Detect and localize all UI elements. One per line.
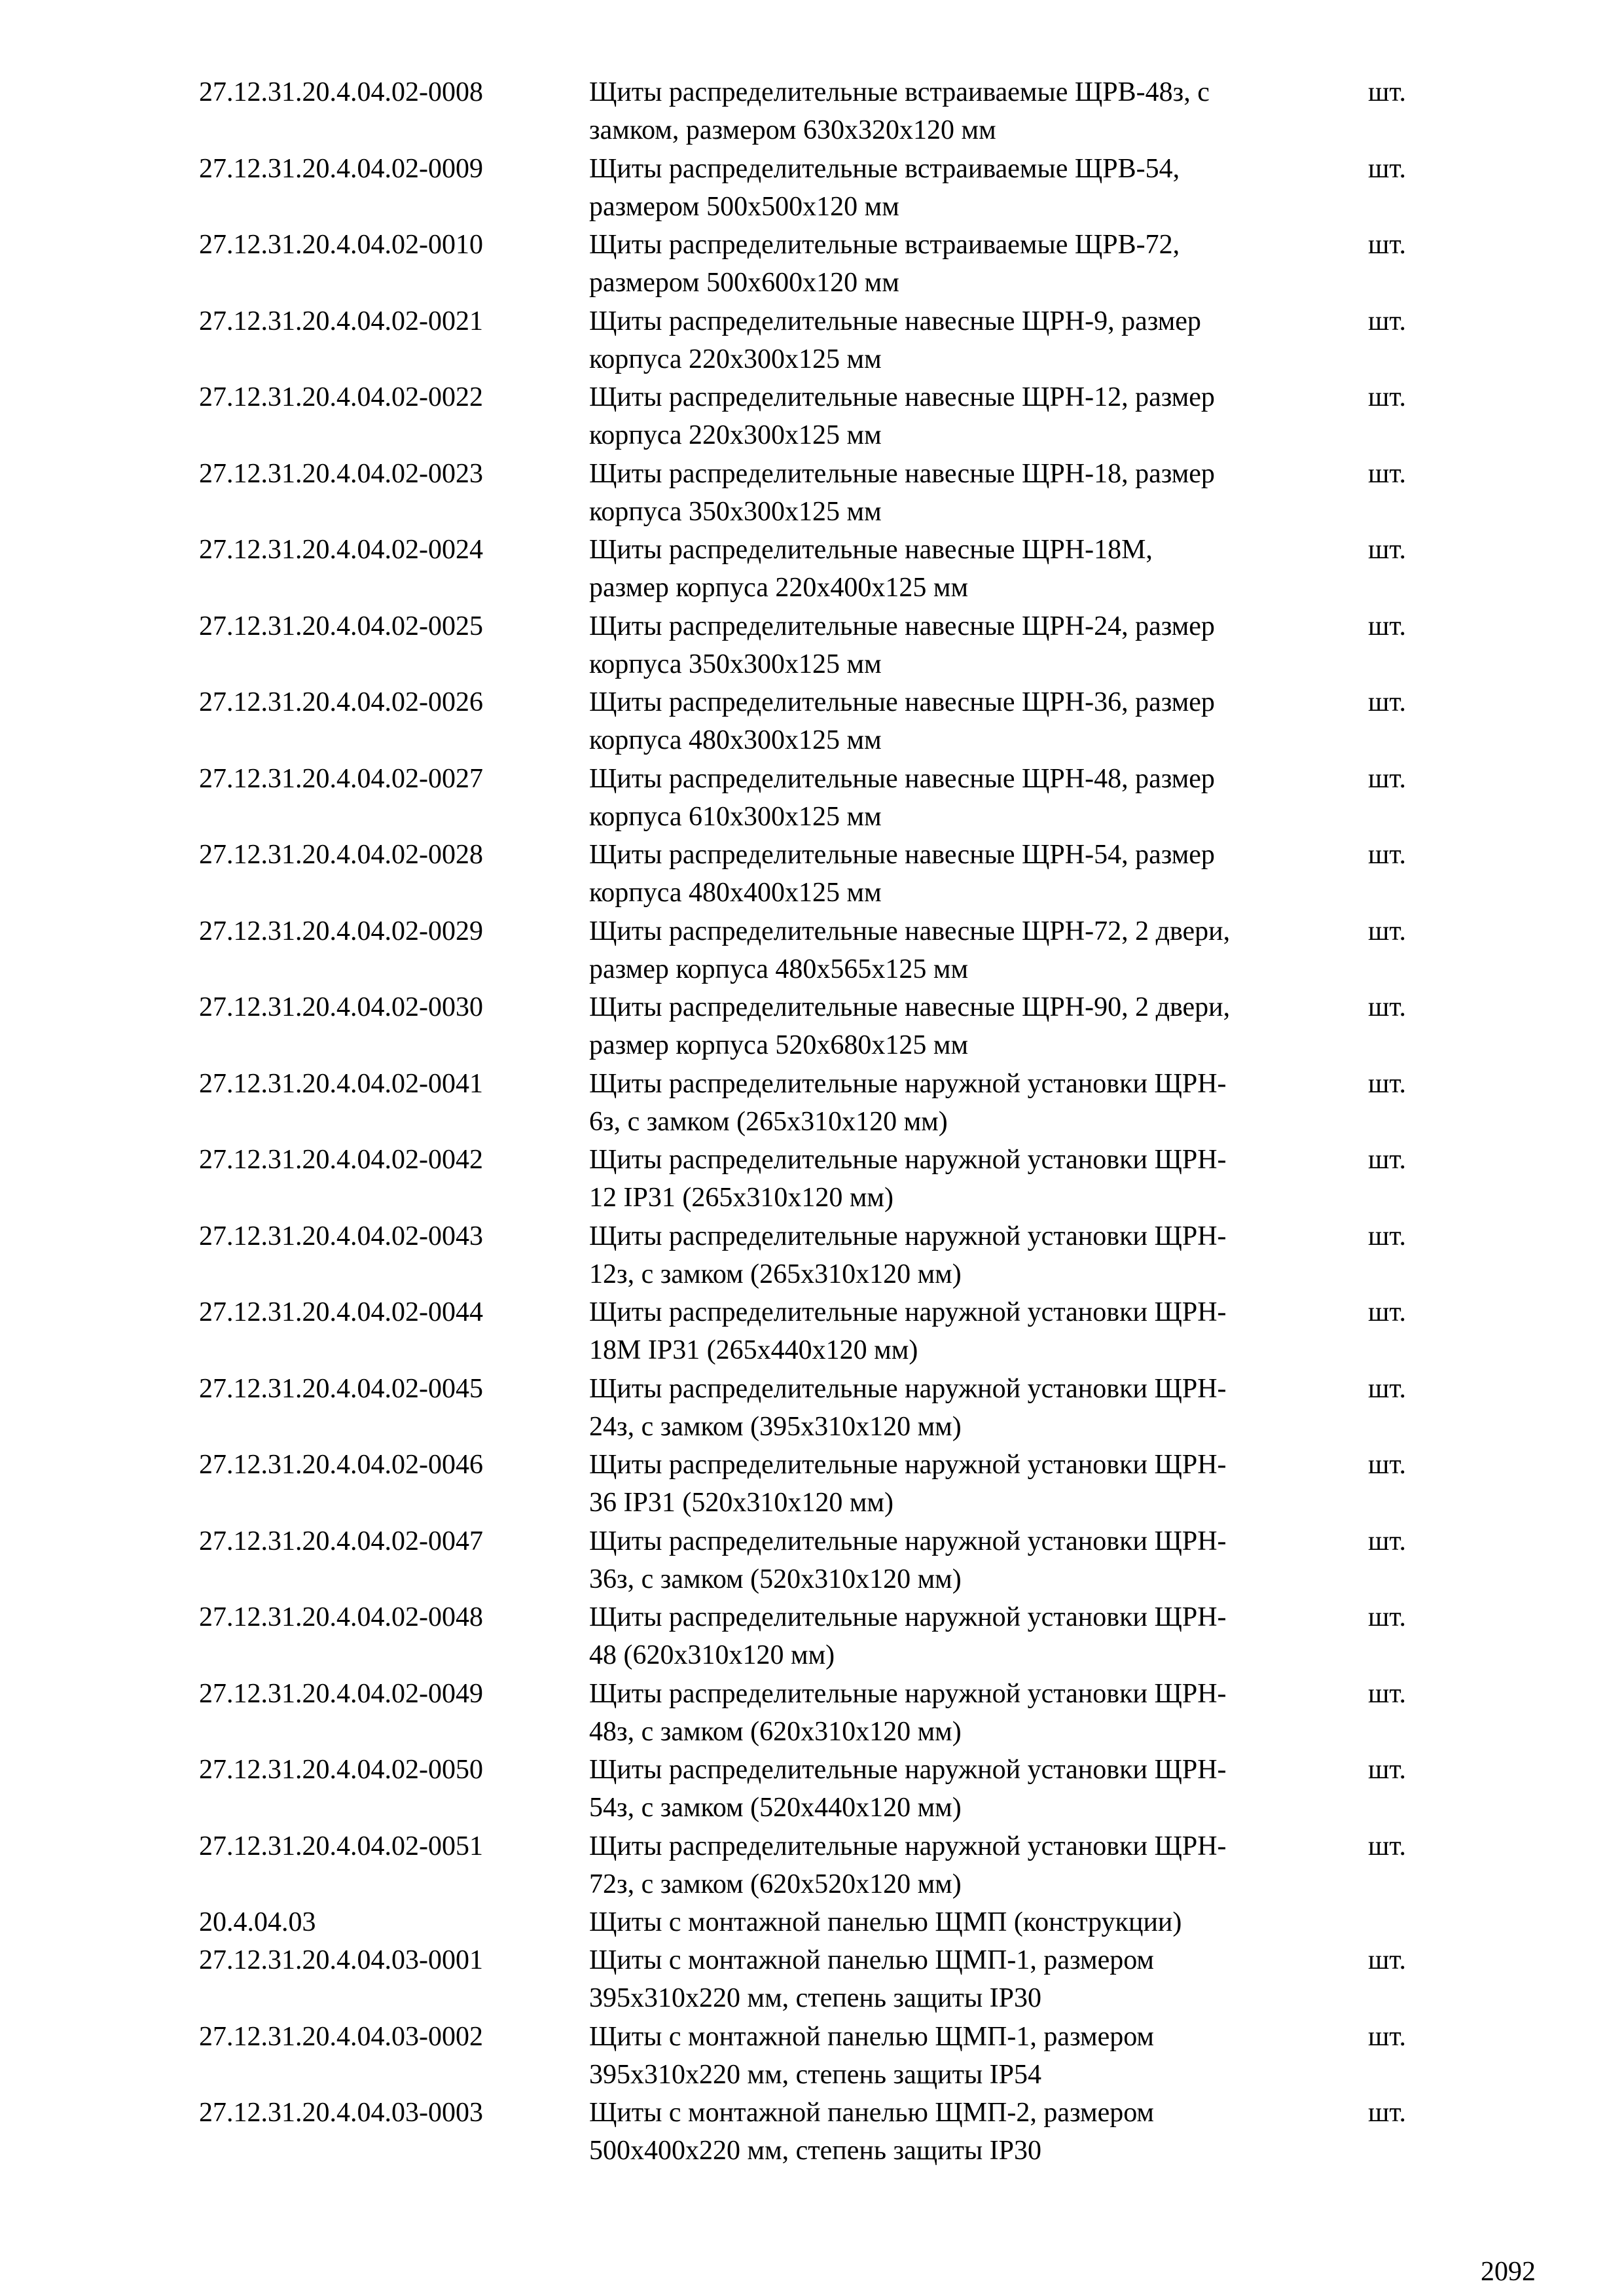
resource-name-line: 12 IP31 (265х310х120 мм) — [589, 1183, 893, 1213]
unit-of-measure: шт. — [1368, 992, 1407, 1022]
unit-of-measure: шт. — [1368, 1221, 1407, 1251]
resource-name-line: Щиты распределительные наружной установки ЩРН- — [589, 1678, 1227, 1709]
resource-code: 27.12.31.20.4.04.02-0041 — [199, 1068, 483, 1099]
table-row — [199, 73, 1443, 150]
section-heading-row — [199, 1903, 1443, 1941]
resource-name-line: корпуса 480х400х125 мм — [589, 878, 882, 908]
resource-code: 27.12.31.20.4.04.02-0042 — [199, 1145, 483, 1175]
table-row — [199, 1370, 1443, 1446]
resource-name-line: корпуса 610х300х125 мм — [589, 801, 882, 832]
resource-name — [589, 1941, 1368, 2017]
resource-name-line: 48 (620х310х120 мм) — [589, 1640, 835, 1670]
unit-of-measure: шт. — [1368, 1297, 1407, 1327]
resource-name — [589, 1675, 1368, 1751]
resource-name-line: Щиты распределительные наружной установки ЩРН- — [589, 1526, 1227, 1556]
unit-of-measure: шт. — [1368, 458, 1407, 489]
unit-of-measure: шт. — [1368, 382, 1407, 412]
resource-name — [589, 378, 1368, 454]
resource-name-line: Щиты распределительные навесные ЩРН-36, размер — [589, 687, 1215, 717]
resource-code: 27.12.31.20.4.04.02-0043 — [199, 1221, 483, 1251]
resource-name — [589, 2018, 1368, 2094]
resource-name-line: Щиты распределительные навесные ЩРН-18, размер — [589, 458, 1215, 489]
resource-code: 27.12.31.20.4.04.02-0010 — [199, 230, 483, 260]
table-row — [199, 607, 1443, 684]
table-row — [199, 150, 1443, 226]
table-row — [199, 988, 1443, 1065]
resource-name — [589, 73, 1368, 149]
resource-code: 27.12.31.20.4.04.02-0024 — [199, 535, 483, 565]
table-row — [199, 683, 1443, 760]
unit-of-measure: шт. — [1368, 1602, 1407, 1632]
resource-name — [589, 836, 1368, 912]
resource-code: 27.12.31.20.4.04.02-0027 — [199, 763, 483, 794]
unit-of-measure: шт. — [1368, 153, 1407, 184]
resource-name-line: размером 500х500х120 мм — [589, 191, 899, 222]
table-row — [199, 1522, 1443, 1599]
resource-name-line: 36з, с замком (520х310х120 мм) — [589, 1564, 962, 1594]
resource-code: 27.12.31.20.4.04.02-0050 — [199, 1755, 483, 1785]
resource-name — [589, 988, 1368, 1064]
resource-code: 27.12.31.20.4.04.02-0030 — [199, 992, 483, 1022]
resource-code: 27.12.31.20.4.04.02-0021 — [199, 306, 483, 336]
resource-name — [589, 302, 1368, 378]
table-row — [199, 1827, 1443, 1904]
resource-code: 27.12.31.20.4.04.02-0048 — [199, 1602, 483, 1632]
resource-name — [589, 1293, 1368, 1369]
unit-of-measure: шт. — [1368, 1755, 1407, 1785]
resource-name-line: Щиты распределительные встраиваемые ЩРВ-54, — [589, 153, 1180, 184]
resource-name-line: 12з, с замком (265х310х120 мм) — [589, 1259, 962, 1289]
resource-name — [589, 1370, 1368, 1446]
unit-of-measure: шт. — [1368, 2098, 1407, 2128]
unit-of-measure: шт. — [1368, 230, 1407, 260]
resource-name — [589, 760, 1368, 836]
resource-name — [589, 1827, 1368, 1903]
table-row — [199, 1941, 1443, 2018]
resource-name-line: размер корпуса 220х400х125 мм — [589, 573, 969, 603]
resource-name — [589, 455, 1368, 531]
resource-name-line: Щиты распределительные наружной установки ЩРН- — [589, 1450, 1227, 1480]
resource-name-line: 395х310х220 мм, степень защиты IP54 — [589, 2059, 1042, 2090]
resource-name-line: Щиты распределительные наружной установки ЩРН- — [589, 1602, 1227, 1632]
unit-of-measure: шт. — [1368, 2021, 1407, 2052]
resource-name-line: корпуса 220х300х125 мм — [589, 344, 882, 374]
resource-name — [589, 226, 1368, 302]
resource-name-line: Щиты с монтажной панелью ЩМП-1, размером — [589, 1945, 1154, 1975]
table-row — [199, 1675, 1443, 1751]
resource-name-line: 395х310х220 мм, степень защиты IP30 — [589, 1983, 1042, 2013]
resource-code: 27.12.31.20.4.04.02-0026 — [199, 687, 483, 717]
resource-name-line: Щиты с монтажной панелью ЩМП-2, размером — [589, 2098, 1154, 2128]
resource-name — [589, 1598, 1368, 1674]
resource-name-line: Щиты распределительные наружной установки ЩРН- — [589, 1373, 1227, 1404]
resource-name-line: замком, размером 630х320х120 мм — [589, 115, 996, 145]
unit-of-measure: шт. — [1368, 1450, 1407, 1480]
resource-name — [589, 1065, 1368, 1141]
unit-of-measure: шт. — [1368, 687, 1407, 717]
resource-code: 27.12.31.20.4.04.02-0025 — [199, 611, 483, 641]
table-row — [199, 378, 1443, 455]
resource-name-line: 500х400х220 мм, степень защиты IP30 — [589, 2136, 1042, 2166]
resource-name-line: 48з, с замком (620х310х120 мм) — [589, 1716, 962, 1747]
unit-of-measure: шт. — [1368, 763, 1407, 794]
page-number: 2092 — [1481, 2257, 1536, 2287]
resource-code: 27.12.31.20.4.04.02-0028 — [199, 840, 483, 870]
resource-code: 27.12.31.20.4.04.02-0051 — [199, 1831, 483, 1861]
resource-name — [589, 2094, 1368, 2170]
table-row — [199, 1065, 1443, 1141]
unit-of-measure: шт. — [1368, 840, 1407, 870]
resource-code: 27.12.31.20.4.04.02-0049 — [199, 1678, 483, 1709]
resource-name-line: Щиты с монтажной панелью ЩМП (конструкции) — [589, 1907, 1182, 1937]
resource-name-line: Щиты распределительные наружной установки ЩРН- — [589, 1297, 1227, 1327]
resource-name-line: Щиты распределительные наружной установки ЩРН- — [589, 1831, 1227, 1861]
resource-name — [589, 1751, 1368, 1827]
resource-name-line: Щиты распределительные навесные ЩРН-18М, — [589, 535, 1153, 565]
resource-name-line: Щиты распределительные навесные ЩРН-90, 2 двери, — [589, 992, 1231, 1022]
unit-of-measure: шт. — [1368, 1945, 1407, 1975]
unit-of-measure: шт. — [1368, 1068, 1407, 1099]
resource-name — [589, 683, 1368, 759]
resource-name-line: размером 500х600х120 мм — [589, 268, 899, 298]
resource-name — [589, 531, 1368, 607]
resource-code: 27.12.31.20.4.04.03-0002 — [199, 2021, 483, 2052]
table-row — [199, 1598, 1443, 1675]
table-row — [199, 912, 1443, 989]
unit-of-measure: шт. — [1368, 1678, 1407, 1709]
table-row — [199, 2018, 1443, 2094]
resource-name-line: Щиты распределительные наружной установки ЩРН- — [589, 1145, 1227, 1175]
resource-name-line: корпуса 350х300х125 мм — [589, 496, 882, 527]
unit-of-measure: шт. — [1368, 1831, 1407, 1861]
resource-name — [589, 912, 1368, 988]
resource-name — [589, 1141, 1368, 1217]
resource-name-line: 36 IP31 (520х310х120 мм) — [589, 1488, 893, 1518]
resource-name — [589, 607, 1368, 683]
resource-name-line: Щиты распределительные навесные ЩРН-9, размер — [589, 306, 1201, 336]
resource-name — [589, 1446, 1368, 1522]
unit-of-measure: шт. — [1368, 306, 1407, 336]
resource-code: 27.12.31.20.4.04.03-0003 — [199, 2098, 483, 2128]
resource-name-line: корпуса 480х300х125 мм — [589, 725, 882, 755]
unit-of-measure: шт. — [1368, 77, 1407, 107]
resource-name-line: 18М IP31 (265х440х120 мм) — [589, 1335, 918, 1365]
resource-name-line: Щиты распределительные навесные ЩРН-12, размер — [589, 382, 1215, 412]
unit-of-measure: шт. — [1368, 1145, 1407, 1175]
resource-name-line: Щиты с монтажной панелью ЩМП-1, размером — [589, 2021, 1154, 2052]
resource-name-line: размер корпуса 480х565х125 мм — [589, 954, 969, 984]
resource-code: 27.12.31.20.4.04.02-0023 — [199, 458, 483, 489]
unit-of-measure: шт. — [1368, 611, 1407, 641]
resource-name-line: корпуса 220х300х125 мм — [589, 420, 882, 450]
table-row — [199, 2094, 1443, 2170]
resource-code: 27.12.31.20.4.04.02-0029 — [199, 916, 483, 946]
resource-code: 27.12.31.20.4.04.02-0009 — [199, 153, 483, 184]
table-row — [199, 836, 1443, 912]
resource-name-line: размер корпуса 520х680х125 мм — [589, 1030, 969, 1060]
table-row — [199, 1141, 1443, 1217]
resource-table — [199, 73, 1443, 2170]
unit-of-measure: шт. — [1368, 535, 1407, 565]
table-row — [199, 1446, 1443, 1522]
resource-name-line: Щиты распределительные встраиваемые ЩРВ-48з, с — [589, 77, 1210, 107]
table-row — [199, 1293, 1443, 1370]
resource-name-line: корпуса 350х300х125 мм — [589, 649, 882, 679]
table-row — [199, 302, 1443, 379]
table-row — [199, 760, 1443, 836]
resource-name-line: Щиты распределительные наружной установки ЩРН- — [589, 1221, 1227, 1251]
resource-name — [589, 1903, 1368, 1941]
resource-code: 27.12.31.20.4.04.02-0008 — [199, 77, 483, 107]
resource-code: 27.12.31.20.4.04.02-0047 — [199, 1526, 483, 1556]
resource-code: 27.12.31.20.4.04.02-0046 — [199, 1450, 483, 1480]
unit-of-measure: шт. — [1368, 916, 1407, 946]
table-row — [199, 531, 1443, 607]
table-row — [199, 455, 1443, 531]
resource-name-line: Щиты распределительные навесные ЩРН-54, размер — [589, 840, 1215, 870]
resource-name — [589, 1522, 1368, 1598]
resource-code: 27.12.31.20.4.04.03-0001 — [199, 1945, 483, 1975]
resource-name-line: 24з, с замком (395х310х120 мм) — [589, 1411, 962, 1442]
resource-name-line: Щиты распределительные наружной установки ЩРН- — [589, 1755, 1227, 1785]
resource-name-line: 72з, с замком (620х520х120 мм) — [589, 1869, 962, 1899]
resource-name — [589, 1217, 1368, 1293]
resource-name — [589, 150, 1368, 226]
unit-of-measure: шт. — [1368, 1373, 1407, 1404]
table-row — [199, 226, 1443, 302]
resource-name-line: 6з, с замком (265х310х120 мм) — [589, 1106, 948, 1137]
resource-code: 27.12.31.20.4.04.02-0022 — [199, 382, 483, 412]
resource-name-line: Щиты распределительные навесные ЩРН-24, размер — [589, 611, 1215, 641]
unit-of-measure: шт. — [1368, 1526, 1407, 1556]
resource-code: 27.12.31.20.4.04.02-0045 — [199, 1373, 483, 1404]
resource-name-line: Щиты распределительные встраиваемые ЩРВ-72, — [589, 230, 1180, 260]
resource-code: 20.4.04.03 — [199, 1907, 316, 1937]
resource-code: 27.12.31.20.4.04.02-0044 — [199, 1297, 483, 1327]
resource-name-line: Щиты распределительные навесные ЩРН-48, размер — [589, 763, 1215, 794]
table-row — [199, 1751, 1443, 1827]
resource-name-line: Щиты распределительные наружной установки ЩРН- — [589, 1068, 1227, 1099]
table-row — [199, 1217, 1443, 1294]
resource-name-line: 54з, с замком (520х440х120 мм) — [589, 1793, 962, 1823]
resource-name-line: Щиты распределительные навесные ЩРН-72, 2 двери, — [589, 916, 1231, 946]
